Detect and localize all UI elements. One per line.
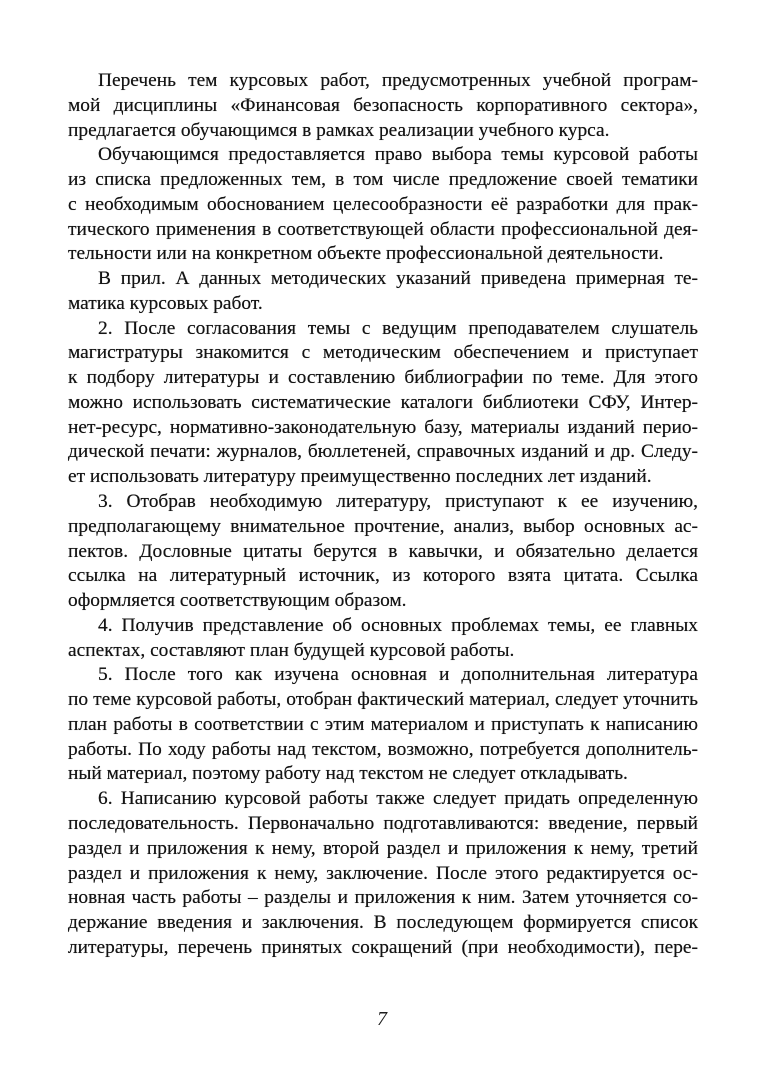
text-line: 6. Написанию курсовой работы также следует придать определенную bbox=[98, 788, 698, 810]
text-line: работы. По ходу работы над текстом, возможно, потребуется дополнитель- bbox=[68, 738, 698, 760]
text-line: 2. После согласования темы с ведущим преподавателем слушатель bbox=[98, 317, 698, 339]
text-line: из списка предложенных тем, в том числе предложение своей тематики bbox=[68, 169, 698, 191]
text-line: предполагающему внимательное прочтение, анализ, выбор основных ас- bbox=[68, 515, 698, 537]
text-line: аспектах, составляют план будущей курсовой работы. bbox=[68, 639, 515, 661]
text-line: В прил. А данных методических указаний приведена примерная те- bbox=[98, 268, 698, 290]
text-line: матика курсовых работ. bbox=[68, 292, 263, 314]
paragraph-2 bbox=[68, 143, 698, 267]
text-line: ссылка на литературный источник, из которого взята цитата. Ссылка bbox=[68, 565, 698, 587]
text-line: оформляется соответствующим образом. bbox=[68, 590, 407, 612]
text-line: магистратуры знакомится с методическим обеспечением и приступает bbox=[68, 342, 698, 364]
text-line: 4. Получив представление об основных проблемах темы, ее главных bbox=[98, 614, 698, 636]
paragraph-6 bbox=[68, 614, 698, 664]
text-line: раздел и приложения к нему, заключение. После этого редактируется ос- bbox=[68, 862, 698, 884]
text-line: литературы, перечень принятых сокращений (при необходимости), пере- bbox=[68, 936, 698, 958]
paragraph-4 bbox=[68, 317, 698, 490]
text-line: по теме курсовой работы, отобран фактический материал, следует уточнить bbox=[68, 689, 698, 711]
text-line: план работы в соответствии с этим материалом и приступать к написанию bbox=[68, 713, 698, 735]
text-line: держание введения и заключения. В последующем формируется список bbox=[68, 912, 698, 934]
text-line: новная часть работы – разделы и приложения к ним. Затем уточняется со- bbox=[68, 887, 698, 909]
text-line: предлагается обучающимся в рамках реализации учебного курса. bbox=[68, 119, 610, 141]
text-line: мой дисциплины «Финансовая безопасность корпоративного сектора», bbox=[68, 94, 698, 116]
text-line: дической печати: журналов, бюллетеней, справочных изданий и др. Следу- bbox=[68, 441, 698, 463]
paragraph-7 bbox=[68, 663, 698, 787]
text-line: к подбору литературы и составлению библиографии по теме. Для этого bbox=[68, 367, 698, 389]
text-line: можно использовать систематические каталоги библиотеки СФУ, Интер- bbox=[68, 391, 698, 413]
page-number: 7 bbox=[377, 1008, 387, 1030]
text-line: Обучающимся предоставляется право выбора темы курсовой работы bbox=[98, 144, 698, 166]
paragraph-1 bbox=[68, 69, 698, 143]
text-line: тического применения в соответствующей области профессиональной дея- bbox=[68, 218, 698, 240]
text-line: 5. После того как изучена основная и дополнительная литература bbox=[98, 664, 698, 686]
paragraph-8 bbox=[68, 787, 698, 960]
paragraph-3 bbox=[68, 267, 698, 317]
text-line: пектов. Дословные цитаты берутся в кавычки, и обязательно делается bbox=[68, 540, 698, 562]
paragraph-5 bbox=[68, 490, 698, 614]
text-line: раздел и приложения к нему, второй раздел и приложения к нему, третий bbox=[68, 837, 698, 859]
text-line: ный материал, поэтому работу над текстом не следует откладывать. bbox=[68, 763, 628, 785]
text-line: с необходимым обоснованием целесообразности её разработки для прак- bbox=[68, 193, 698, 215]
text-line: Перечень тем курсовых работ, предусмотренных учебной програм- bbox=[98, 70, 698, 91]
page-text bbox=[68, 69, 698, 961]
text-line: последовательность. Первоначально подготавливаются: введение, первый bbox=[68, 812, 698, 834]
text-line: 3. Отобрав необходимую литературу, приступают к ее изучению, bbox=[98, 491, 698, 513]
text-line: тельности или на конкретном объекте профессиональной деятельности. bbox=[68, 243, 664, 265]
text-line: нет-ресурс, нормативно-законодательную базу, материалы изданий перио- bbox=[68, 416, 698, 438]
text-line: ет использовать литературу преимущественно последних лет изданий. bbox=[68, 466, 652, 488]
